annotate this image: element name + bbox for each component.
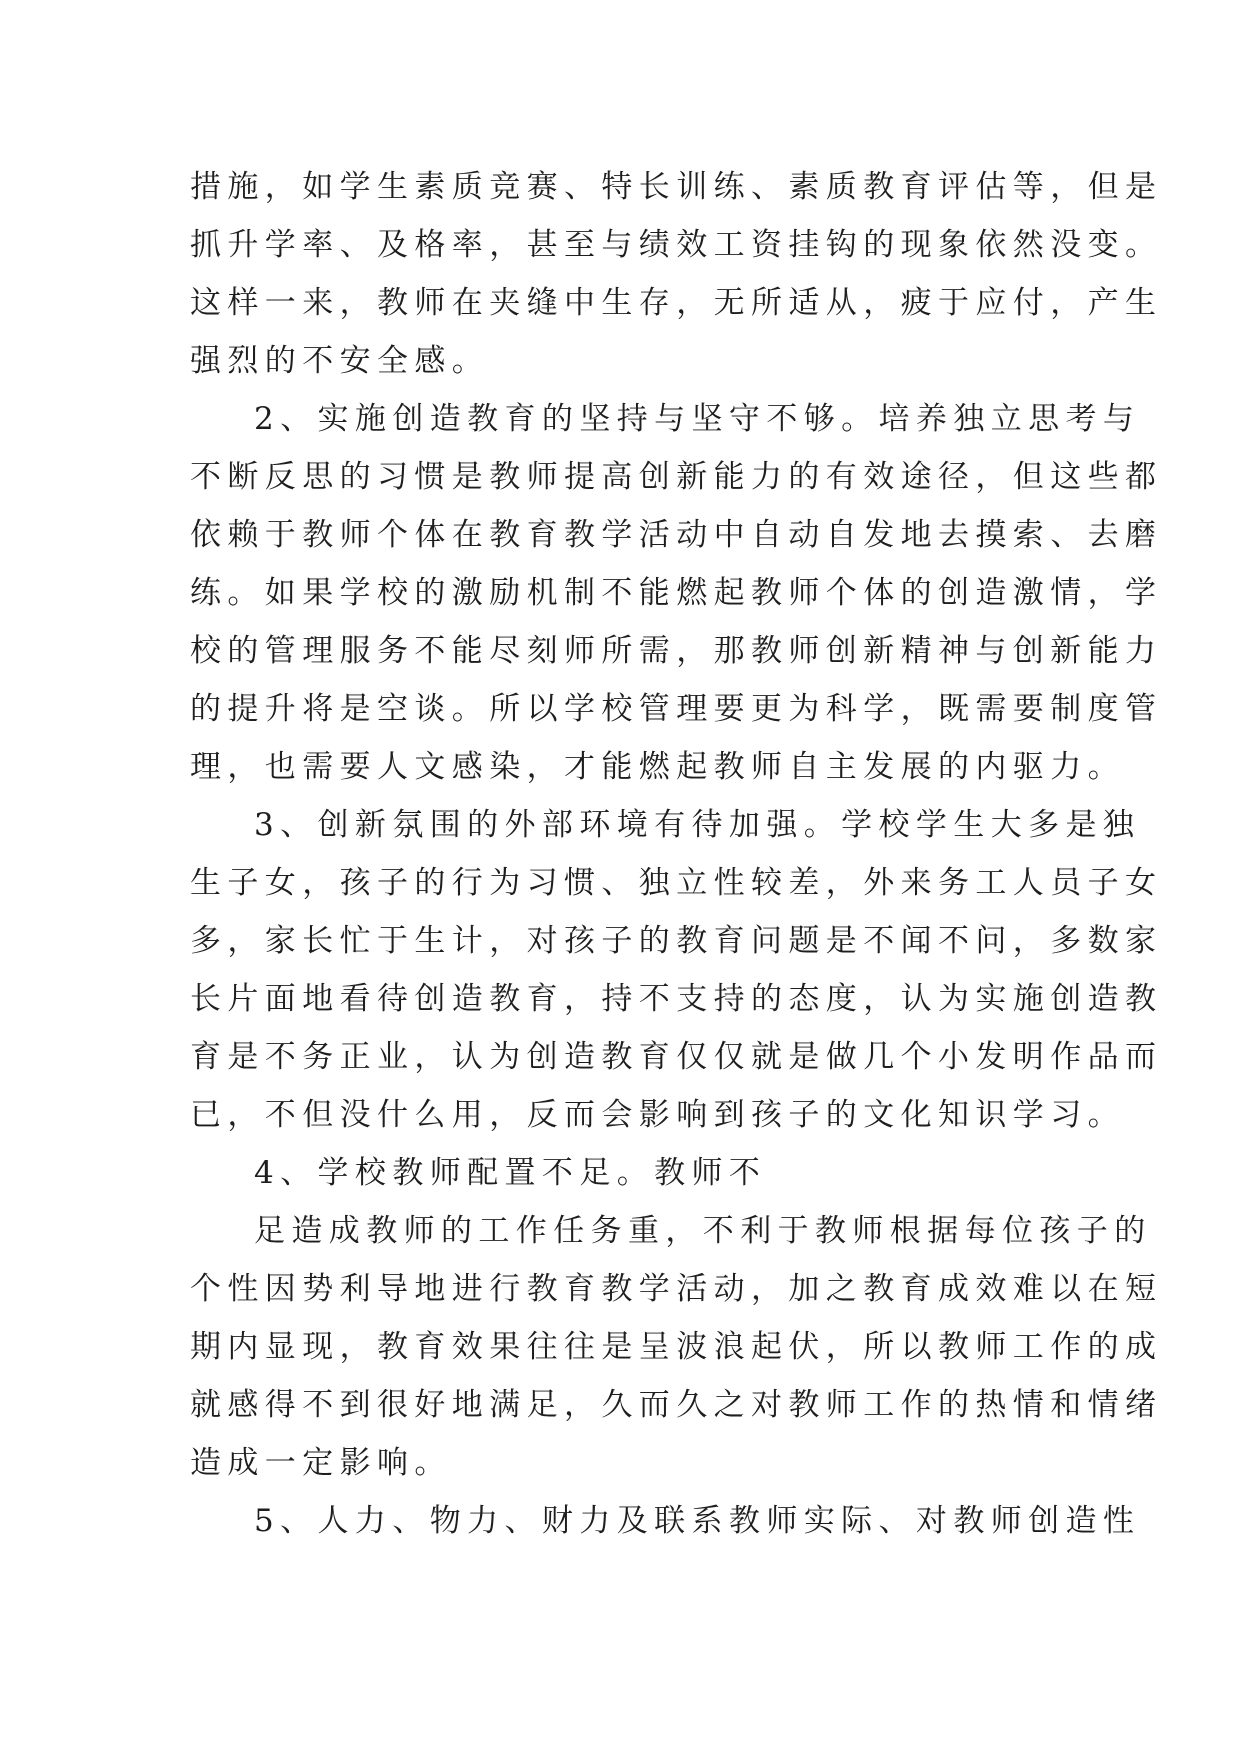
text-line: 依赖于教师个体在教育教学活动中自动自发地去摸索、去磨 (190, 517, 1163, 553)
text-line: 就感得不到很好地满足，久而久之对教师工作的热情和情绪 (190, 1387, 1163, 1423)
text-line: 生子女，孩子的行为习惯、独立性较差，外来务工人员子女 (190, 865, 1163, 901)
text-line: 长片面地看待创造教育，持不支持的态度，认为实施创造教 (190, 981, 1163, 1017)
text-line: 已，不但没什么用，反而会影响到孩子的文化知识学习。 (190, 1097, 1125, 1133)
text-line: 期内显现，教育效果往往是呈波浪起伏，所以教师工作的成 (190, 1329, 1163, 1365)
text-line: 这样一来，教师在夹缝中生存，无所适从，疲于应付，产生 (190, 285, 1163, 321)
text-line: 强烈的不安全感。 (190, 343, 490, 379)
paragraph-start-line: 足造成教师的工作任务重，不利于教师根据每位孩子的 (254, 1213, 1152, 1249)
text-line: 抓升学率、及格率，甚至与绩效工资挂钩的现象依然没变。 (190, 227, 1163, 263)
text-line: 造成一定影响。 (190, 1445, 452, 1481)
text-line: 校的管理服务不能尽刻师所需，那教师创新精神与创新能力 (190, 633, 1163, 669)
text-line: 不断反思的习惯是教师提高创新能力的有效途径，但这些都 (190, 459, 1163, 495)
text-line: 个性因势利导地进行教育教学活动，加之教育成效难以在短 (190, 1271, 1163, 1307)
text-line: 措施，如学生素质竞赛、特长训练、素质教育评估等，但是 (190, 169, 1163, 205)
paragraph-start-line: 5、人力、物力、财力及联系教师实际、对教师创造性 (254, 1503, 1141, 1539)
text-line: 的提升将是空谈。所以学校管理要更为科学，既需要制度管 (190, 691, 1163, 727)
document-body (190, 158, 1163, 1550)
paragraph-start-line: 3、创新氛围的外部环境有待加强。学校学生大多是独 (254, 807, 1141, 843)
text-line: 理，也需要人文感染，才能燃起教师自主发展的内驱力。 (190, 749, 1125, 785)
text-line: 多，家长忙于生计，对孩子的教育问题是不闻不问，多数家 (190, 923, 1163, 959)
text-line: 练。如果学校的激励机制不能燃起教师个体的创造激情，学 (190, 575, 1163, 611)
text-line: 育是不务正业，认为创造教育仅仅就是做几个小发明作品而 (190, 1039, 1163, 1075)
paragraph-start-line: 4、学校教师配置不足。教师不 (254, 1155, 767, 1191)
paragraph-start-line: 2、实施创造教育的坚持与坚守不够。培养独立思考与 (254, 401, 1141, 437)
